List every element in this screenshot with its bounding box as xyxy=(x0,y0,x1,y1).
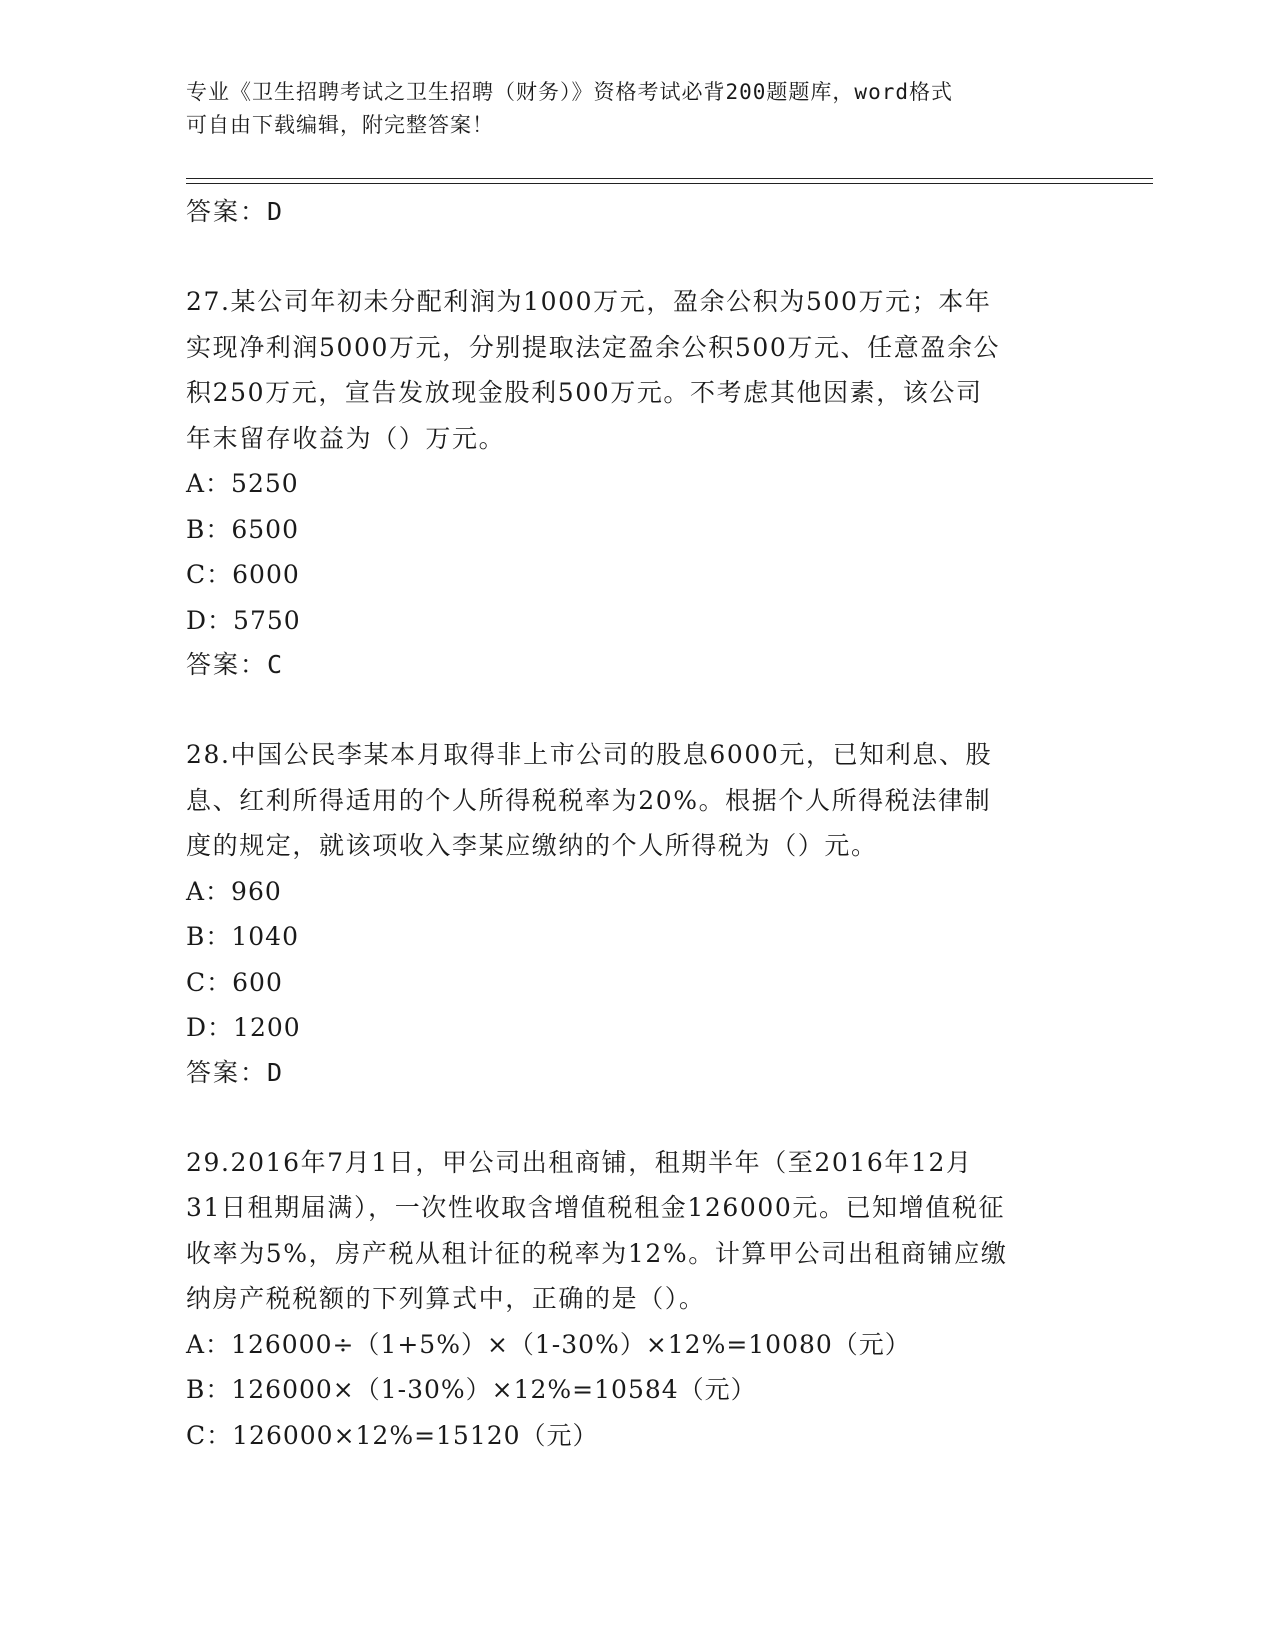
option-d: D：5750 xyxy=(186,605,301,635)
question-block-27 xyxy=(186,279,1086,687)
option-c: C：126000×12%=15120（元） xyxy=(186,1420,599,1450)
header-line-1: 专业《卫生招聘考试之卫生招聘（财务）》资格考试必背200题题库，word格式 xyxy=(186,80,953,104)
header-line-2: 可自由下载编辑，附完整答案！ xyxy=(186,113,494,137)
header-divider-top xyxy=(186,178,1153,179)
question-text-line: 29.2016年7月1日，甲公司出租商铺，租期半年（至2016年12月 xyxy=(186,1147,973,1177)
question-text-line: 31日租期届满），一次性收取含增值税租金126000元。已知增值税征 xyxy=(186,1193,1006,1222)
question-text-line: 纳房产税税额的下列算式中，正确的是（）。 xyxy=(186,1284,706,1313)
question-text-line: 息、红利所得适用的个人所得税税率为20%。根据个人所得税法律制 xyxy=(186,785,992,815)
spacer xyxy=(186,234,1086,279)
document-header xyxy=(186,76,1066,142)
header-divider-bottom xyxy=(186,183,1153,184)
document-body xyxy=(186,190,1086,1458)
question-block-28 xyxy=(186,732,1086,1095)
question-text-line: 收率为5%，房产税从租计征的税率为12%。计算甲公司出租商铺应缴 xyxy=(186,1238,1008,1268)
option-b: B：1040 xyxy=(186,922,299,951)
spacer xyxy=(186,687,1086,732)
option-b: B：6500 xyxy=(186,514,299,544)
question-text-line: 实现净利润5000万元，分别提取法定盈余公积500万元、任意盈余公 xyxy=(186,332,1001,362)
answer-line: 答案：D xyxy=(186,1057,285,1087)
question-block-29 xyxy=(186,1140,1086,1459)
option-a: A：126000÷（1+5%）×（1-30%）×12%=10080（元） xyxy=(186,1329,911,1359)
answer-line: 答案：D xyxy=(186,197,285,226)
option-d: D：1200 xyxy=(186,1013,301,1042)
question-text-line: 28.中国公民李某本月取得非上市公司的股息6000元，已知利息、股 xyxy=(186,740,993,769)
question-text-line: 年末留存收益为（）万元。 xyxy=(186,423,506,453)
question-text-line: 27.某公司年初未分配利润为1000万元，盈余公积为500万元；本年 xyxy=(186,287,992,316)
option-a: A：960 xyxy=(186,876,282,906)
option-c: C：600 xyxy=(186,967,283,997)
answer-line: 答案：C xyxy=(186,650,285,679)
option-b: B：126000×（1-30%）×12%=10584（元） xyxy=(186,1375,757,1404)
question-text-line: 度的规定，就该项收入李某应缴纳的个人所得税为（）元。 xyxy=(186,831,878,860)
spacer xyxy=(186,1095,1086,1140)
option-c: C：6000 xyxy=(186,560,300,589)
question-text-line: 积250万元，宣告发放现金股利500万元。不考虑其他因素，该公司 xyxy=(186,378,983,407)
option-a: A：5250 xyxy=(186,469,299,498)
